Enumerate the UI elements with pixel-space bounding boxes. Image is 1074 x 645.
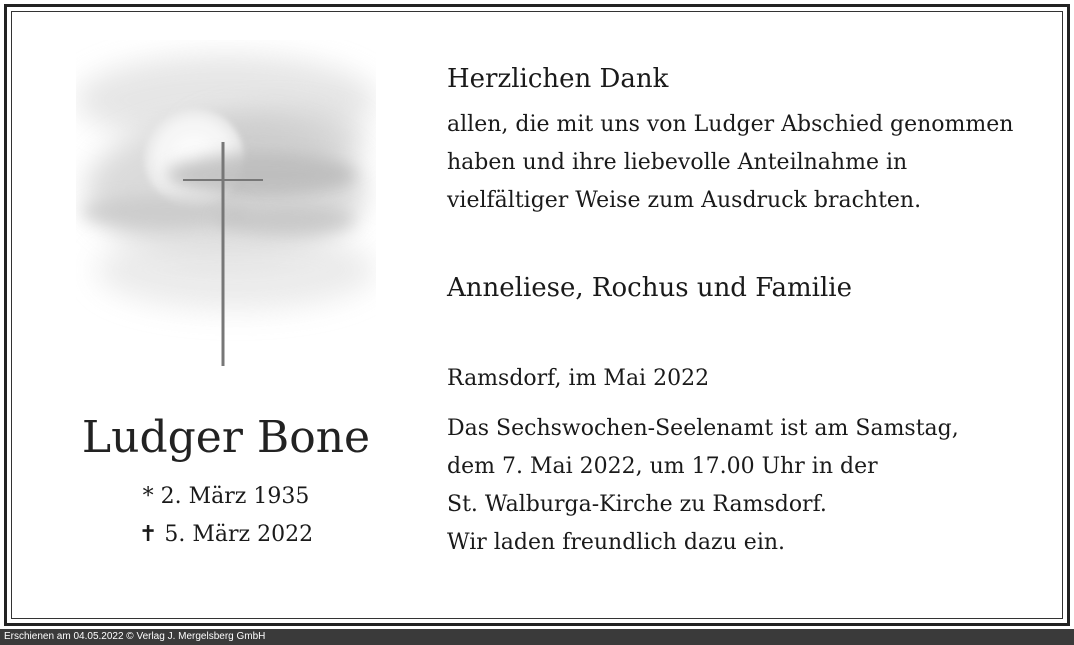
deceased-name: Ludger Bone bbox=[81, 412, 371, 463]
family-signature: Anneliese, Rochus und Familie bbox=[447, 273, 852, 303]
birth-date: * 2. März 1935 bbox=[142, 484, 310, 509]
place-date: Ramsdorf, im Mai 2022 bbox=[447, 366, 710, 391]
service-announcement bbox=[447, 410, 959, 562]
thanks-message bbox=[447, 106, 1013, 220]
service-line: Das Sechswochen-Seelenamt ist am Samstag, bbox=[447, 416, 959, 441]
thanks-line: allen, die mit uns von Ludger Abschied genommen bbox=[447, 112, 1014, 137]
thanks-line: vielfältiger Weise zum Ausdruck brachten. bbox=[447, 188, 922, 213]
service-line: Wir laden freundlich dazu ein. bbox=[447, 530, 786, 555]
service-line: dem 7. Mai 2022, um 17.00 Uhr in der bbox=[447, 454, 878, 479]
death-date: ✝ 5. März 2022 bbox=[138, 522, 314, 547]
publication-footer: Erschienen am 04.05.2022 © Verlag J. Mergelsberg GmbH bbox=[0, 629, 1074, 645]
notice-heading: Herzlichen Dank bbox=[447, 64, 669, 94]
thanks-line: haben und ihre liebevolle Anteilnahme in bbox=[447, 150, 908, 175]
memorial-photo bbox=[76, 40, 376, 370]
service-line: St. Walburga-Kirche zu Ramsdorf. bbox=[447, 492, 827, 517]
